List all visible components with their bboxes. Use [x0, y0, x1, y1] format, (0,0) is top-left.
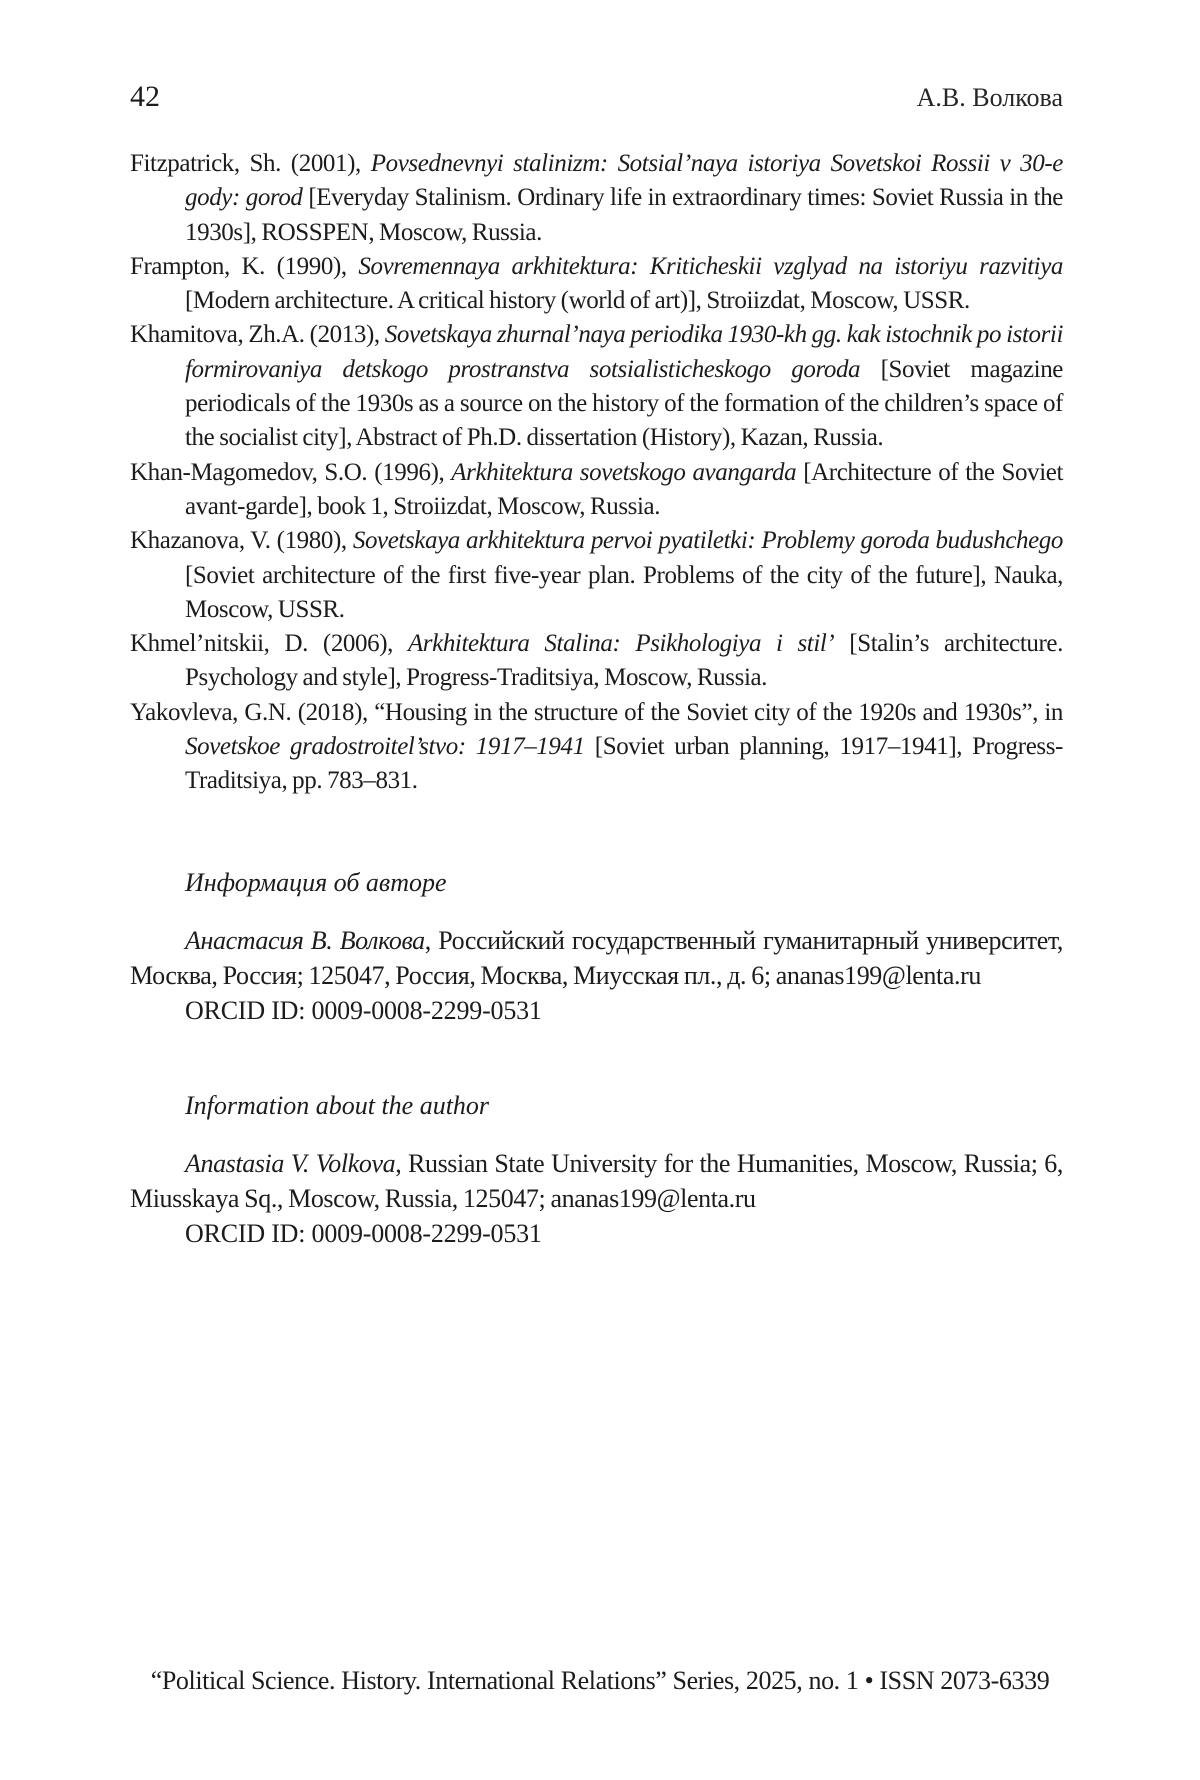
reference-entry	[130, 250, 1063, 319]
author-name-ru: Анастасия В. Волкова	[185, 925, 425, 955]
ref-title-italic: Arkhitektura Stalina: Psikhologiya i stil’	[407, 630, 835, 658]
references-list	[130, 147, 1063, 799]
running-head-author: А.В. Волкова	[916, 83, 1063, 112]
ref-translation-part: [Everyday Stalinism. Ordinary life in extraordinary times: Soviet Russia in the 1930s], ROSSPEN, Moscow, Russia.	[185, 184, 1063, 246]
author-info-en-heading: Information about the author	[185, 1090, 490, 1120]
ref-translation-part: [Soviet architecture of the first five-year plan. Problems of the city of the future], Nauka, Moscow, USSR.	[185, 561, 1063, 623]
ref-title-italic: Arkhitektura sovetskogo avangarda	[451, 458, 797, 486]
ref-translation-part: [Architecture of the Soviet avant-garde], book 1, Stroiizdat, Moscow, Russia.	[185, 458, 1064, 520]
ref-author-part: Yakovleva, G.N. (2018), “Housing in the structure of the Soviet city of the 1920s and 1930s”, in	[130, 698, 1063, 726]
page-header	[130, 80, 1063, 115]
page-content	[0, 80, 1200, 1251]
ref-title-italic: Sovetskaya zhurnal’naya periodika 1930-kh gg. kak istochnik po istorii formirovaniya detskogo prostranstva sotsialisticheskogo goroda	[185, 321, 1064, 383]
reference-entry	[130, 456, 1063, 525]
author-name-en: Anastasia V. Volkova	[185, 1148, 396, 1178]
ref-author-part: Fitzpatrick, Sh. (2001),	[130, 150, 371, 177]
ref-title-italic: Povsednevnyi stalinizm: Sotsial’naya istoriya Sovetskoi Rossii v 30-e gody: gorod	[185, 150, 1064, 212]
reference-entry	[130, 524, 1063, 627]
ref-translation-part: [Stalin’s architecture. Psychology and style], Progress-Traditsiya, Moscow, Russia.	[185, 630, 1063, 692]
ref-title-italic: Sovetskaya arkhitektura pervoi pyatiletki: Problemy goroda budushchego	[352, 527, 1064, 555]
ref-translation-part: [Soviet magazine periodicals of the 1930s as a source on the history of the formation of the children’s space of the socialist city], Abstract of Ph.D. dissertation (History), Kazan, Russia.	[185, 355, 1063, 452]
journal-series-footer-text: “Political Science. History. International Relations” Series, 2025, no. 1 • ISSN 2073-6339	[150, 1666, 1050, 1695]
ref-translation-part: [Soviet urban planning, 1917–1941], Progress-Traditsiya, pp. 783–831.	[185, 733, 1063, 795]
author-details-en: , Russian State University for the Humanities, Moscow, Russia; 6, Miusskaya Sq., Moscow, Russia, 125047; ananas199@lenta.ru	[130, 1148, 1063, 1213]
ref-title-italic: Sovremennaya arkhitektura: Kriticheskii vzglyad na istoriyu razvitiya	[358, 252, 1063, 280]
ref-author-part: Khazanova, V. (1980),	[130, 527, 353, 555]
ref-author-part: Khamitova, Zh.A. (2013),	[130, 321, 385, 349]
author-info-ru-paragraph	[130, 923, 1063, 993]
orcid-id-ru: ORCID ID: 0009-0008-2299-0531	[185, 995, 542, 1025]
ref-translation-part: [Modern architecture. A critical history (world of art)], Stroiizdat, Moscow, USSR.	[185, 287, 970, 315]
author-info-en-paragraph	[130, 1146, 1063, 1216]
reference-entry	[130, 696, 1063, 799]
ref-author-part: Frampton, K. (1990),	[130, 252, 359, 280]
page-footer	[0, 1663, 1200, 1698]
ref-author-part: Khmel’nitskii, D. (2006),	[130, 630, 408, 658]
ref-author-part: Khan-Magomedov, S.O. (1996),	[130, 458, 452, 486]
ref-title-italic: Sovetskoe gradostroitel’stvo: 1917–1941	[185, 733, 585, 761]
orcid-id-en: ORCID ID: 0009-0008-2299-0531	[185, 1218, 542, 1248]
reference-entry	[130, 318, 1063, 455]
author-info-ru-heading: Информация об авторе	[185, 867, 447, 897]
reference-entry	[130, 627, 1063, 696]
author-details-ru: , Российский государственный гуманитарный университет, Москва, Россия; 125047, Россия, Москва, Миусская пл., д. 6; ananas199@lenta.ru	[130, 925, 1063, 990]
reference-entry	[130, 147, 1063, 250]
page-number: 42	[130, 80, 160, 113]
